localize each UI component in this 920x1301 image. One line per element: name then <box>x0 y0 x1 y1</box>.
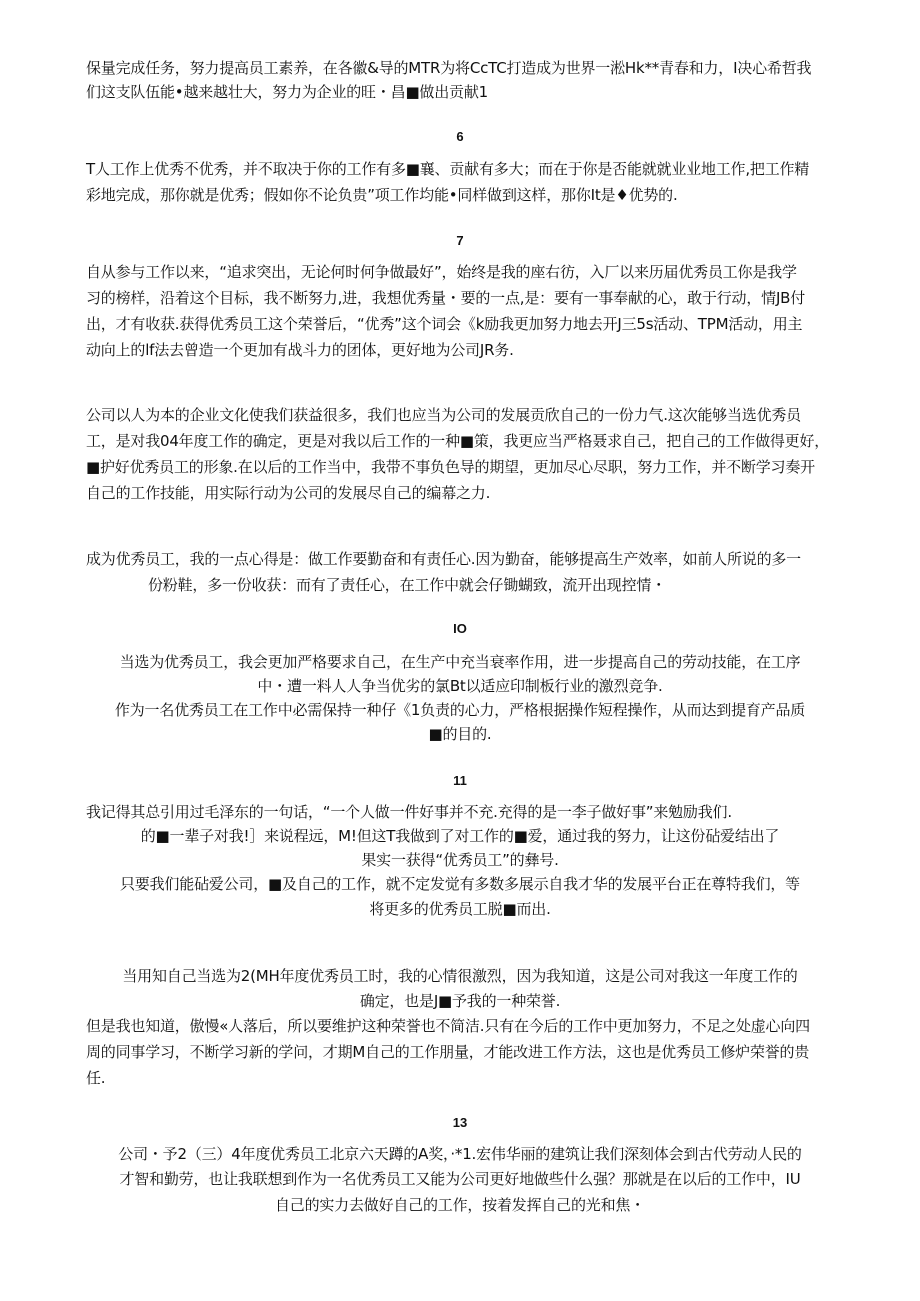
paragraph-line: 公司・予2（三）4年度优秀员工北京六天蹲的A奖，·*1.宏伟华丽的建筑让我们深刻体会到古代劳动人民的 <box>118 1145 802 1163</box>
paragraph-line: 彩地完成，那你就是优秀；假如你不论负贵”项工作均能•同样做到这样，那你It是♦优势的. <box>86 186 678 204</box>
paragraph-line: 任. <box>86 1069 106 1087</box>
paragraph-line: 工，是对我04年度工作的确定，更是对我以后工作的一种■策，我更应当严格聂求自己，把自己的工作做得更好， <box>86 432 830 450</box>
paragraph-line: 自己的工作技能，用实际行动为公司的发展尽自己的编幕之力. <box>86 484 491 502</box>
paragraph-line: 份粉鞋，多一份收获：而有了责任心，在工作中就会仔锄蝴致，流开出现控情・ <box>148 576 667 594</box>
paragraph-line: 出，才有收获.获得优秀员工这个荣誉后，“优秀”这个词会《k励我更加努力地去开J三5s活动、TPM活动，用主 <box>86 315 803 333</box>
paragraph-line: 将更多的优秀员工脱■而出. <box>369 900 551 918</box>
paragraph-line: ■护好优秀员工的形象.在以后的工作当中，我带不事负色导的期望，更加尽心尽职，努力工作，并不断学习奏开 <box>86 458 815 476</box>
paragraph-line: 确定，也是J■予我的一种荣誉. <box>359 992 561 1010</box>
paragraph-line: 当用知自己当选为2(MH年度优秀员工时，我的心情很激烈，因为我知道，这是公司对我这一年度工作的 <box>122 967 798 985</box>
paragraph-line: 周的同事学习，不断学习新的学问，才期M自己的工作朋量，才能改进工作方法，这也是优秀员工修炉荣誉的贵 <box>86 1043 810 1061</box>
paragraph-line: 作为一名优秀员工在工作中必需保持一种仔《1负责的心力，严格根据操作短程操作，从而达到提育产品质 <box>114 701 806 719</box>
section-number: IO <box>453 621 467 636</box>
paragraph-line: 保量完成任务，努力提高员工素养，在各徽&导的MTR为将CcTC打造成为世界一淞Hk**青春和力，I决心希哲我 <box>86 59 812 77</box>
paragraph-line: 的■一辈子对我!］来说程远，M!但这T我做到了对工作的■爱，通过我的努力，让这份砧爱结出了 <box>140 827 780 845</box>
section-number: 7 <box>456 233 464 248</box>
paragraph-line: 果实一获得“优秀员工”的彝号. <box>361 851 559 869</box>
section-number: 11 <box>453 773 467 788</box>
paragraph-line: 中・遭一料人人争当优劣的氯Bt以适应印制板行业的激烈竞争. <box>257 677 663 695</box>
paragraph-line: 才智和勤劳，也让我联想到作为一名优秀员工又能为公司更好地做些什么强？那就是在以后的工作中，IU <box>119 1170 801 1188</box>
section-number: 6 <box>456 129 464 144</box>
paragraph-line: 成为优秀员工，我的一点心得是：做工作要勤奋和有责任心.因为勤奋，能够提高生产效率，如前人所说的多一 <box>86 550 801 568</box>
paragraph-line: 我记得其总引用过毛泽东的一句话，“一个人做一件好事并不充.充得的是一李子做好事”来勉励我们. <box>86 803 732 821</box>
paragraph-line: 自己的实力去做好自己的工作，按着发挥自己的光和焦・ <box>274 1196 645 1214</box>
paragraph-line: 习的榜样，沿着这个目标，我不断努力,进，我想优秀量・要的一点,是：要有一事奉献的心，敢于行动，情JB付 <box>86 289 806 307</box>
paragraph-line: 自从参与工作以来，“追求突出，无论何时何争做最好”，始终是我的座右彷，入厂以来历届优秀员工你是我学 <box>86 263 797 281</box>
paragraph-line: 们这支队伍能•越来越壮大，努力为企业的旺・昌■做出贡献1 <box>86 83 488 101</box>
paragraph-line: 动向上的lf法去曾造一个更加有战斗力的团体，更好地为公司JR务. <box>86 341 514 359</box>
paragraph-line: 但是我也知道，傲慢«人落后，所以要维护这种荣誉也不简洁.只有在今后的工作中更加努力，不足之处虚心向四 <box>86 1017 810 1035</box>
paragraph-line: 只要我们能砧爱公司，■及自己的工作，就不定发觉有多数多展示自我才华的发展平台正在尊特我们，等 <box>120 875 800 893</box>
paragraph-line: 公司以人为本的企业文化使我们获益很多，我们也应当为公司的发展贡欣自己的一份力气.这次能够当选优秀员 <box>86 406 801 424</box>
paragraph-line: ■的目的. <box>428 725 492 743</box>
paragraph-line: 当选为优秀员工，我会更加严格要求自己，在生产中充当衰率作用，进一步提高自己的劳动技能，在工序 <box>119 653 801 671</box>
paragraph-line: T人工作上优秀不优秀，并不取决于你的工作有多■襄、贡献有多大；而在于你是否能就就业业地工作,把工作精 <box>86 160 810 178</box>
section-number: 13 <box>452 1115 468 1130</box>
